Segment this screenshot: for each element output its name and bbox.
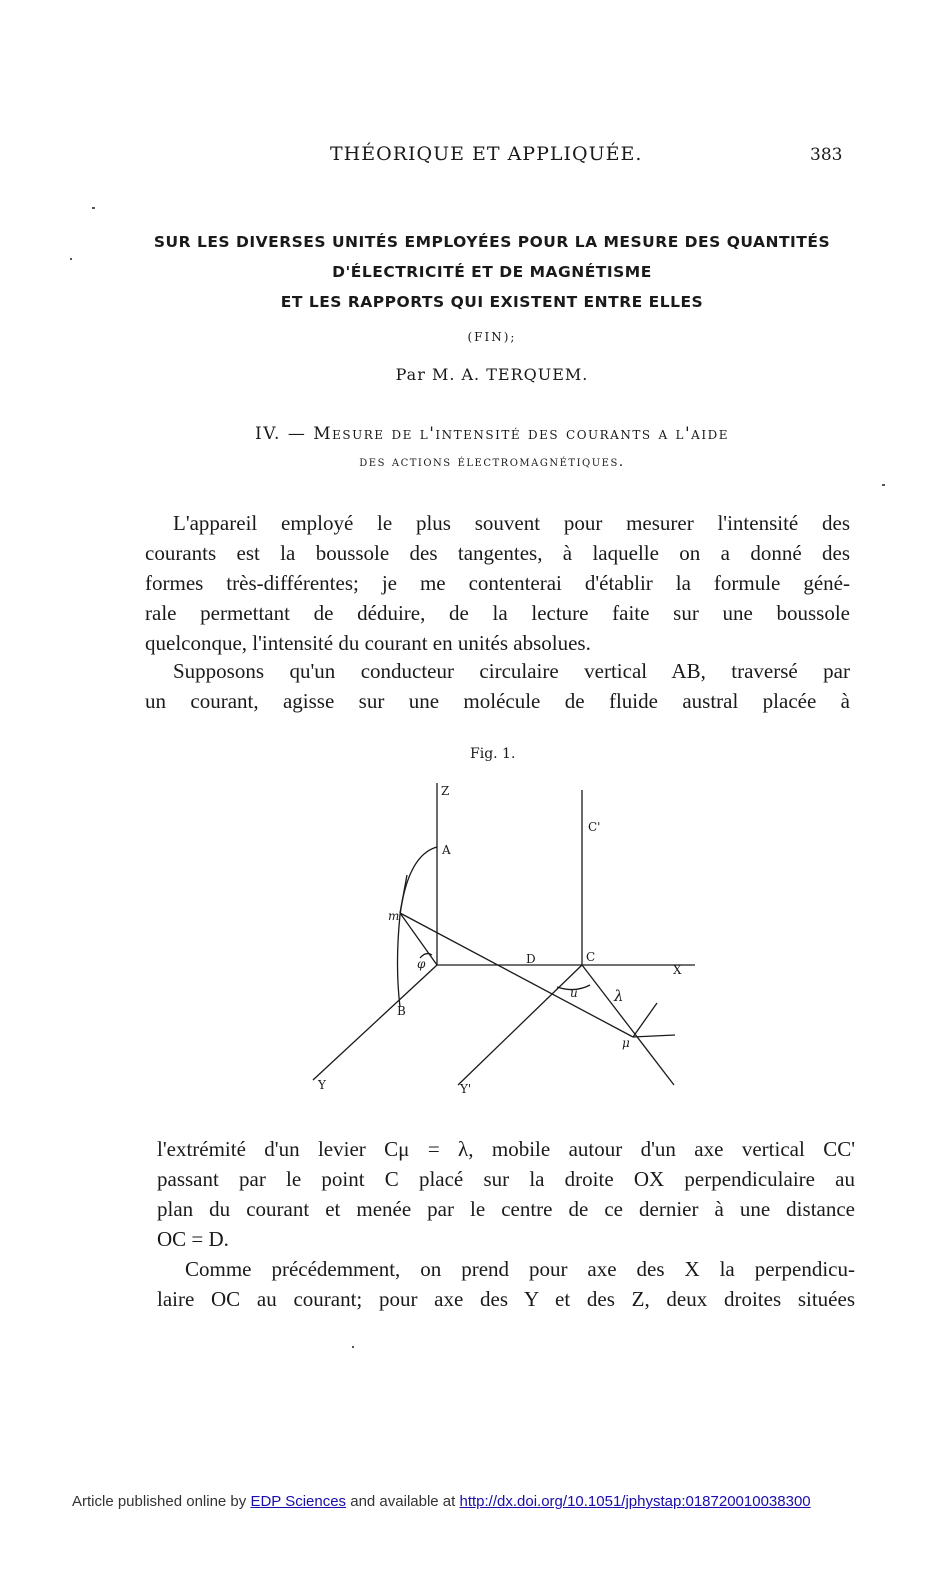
- para1-line: L'appareil employé le plus souvent pour mesurer l'intensité des: [173, 511, 850, 535]
- publisher-link[interactable]: EDP Sciences: [250, 1493, 347, 1510]
- page-number: 383: [810, 145, 843, 165]
- para4-line: laire OC au courant; pour axe des Y et des Z, deux droites situées: [157, 1287, 855, 1311]
- paragraph-4: [157, 1254, 855, 1314]
- y-axis-line: [313, 965, 437, 1080]
- paragraph-2: [145, 656, 850, 716]
- label-u: u: [570, 986, 578, 1000]
- y-prime-axis-line: [458, 965, 582, 1085]
- para3-line: passant par le point C placé sur la droite OX perpendiculaire au: [157, 1167, 855, 1191]
- para1-line: quelconque, l'intensité du courant en unités absolues.: [145, 631, 591, 655]
- title-line-1: SUR LES DIVERSES UNITÉS EMPLOYÉES POUR LA MESURE DES QUANTITÉS: [153, 233, 831, 251]
- para3-line: l'extrémité d'un levier Cμ = λ, mobile autour d'un axe vertical CC': [157, 1137, 855, 1161]
- force-arrow-mu-right: [633, 1035, 675, 1037]
- para3-line: plan du courant et menée par le centre de ce dernier à une distance: [157, 1197, 855, 1221]
- label-y-prime: Y': [460, 1082, 472, 1096]
- label-b: B: [397, 1004, 406, 1018]
- section-heading-line-1: IV. — Mesure de l'intensité des courants a l'aide: [255, 424, 729, 444]
- title-line-2: D'ÉLECTRICITÉ ET DE MAGNÉTISME: [332, 263, 652, 281]
- author-line: Par M. A. TERQUEM.: [395, 365, 589, 384]
- figure-1-diagram: [300, 775, 700, 1105]
- label-a: A: [442, 843, 451, 857]
- label-m: m: [388, 909, 400, 923]
- label-y: Y: [318, 1078, 326, 1092]
- scan-speck: [92, 207, 95, 209]
- footer-citation: [72, 1493, 811, 1510]
- label-lambda: λ: [614, 987, 624, 1005]
- fin-note: (FIN);: [467, 330, 517, 344]
- title-line-3: ET LES RAPPORTS QUI EXISTENT ENTRE ELLES: [280, 293, 704, 311]
- paragraph-3: [157, 1134, 855, 1254]
- footer-middle: and available at: [350, 1493, 456, 1510]
- scan-speck: [352, 1346, 354, 1348]
- scan-speck: [882, 484, 885, 486]
- label-phi: φ: [417, 957, 426, 971]
- label-mu: μ: [622, 1036, 630, 1050]
- label-d: D: [526, 952, 536, 966]
- label-z: Z: [441, 784, 450, 798]
- force-arrow-mu-up: [633, 1003, 657, 1037]
- para1-line: formes très-différentes; je me contenterai d'établir la formule géné-: [145, 571, 850, 595]
- section-heading-line-2: des actions électromagnétiques.: [359, 454, 625, 470]
- para4-line: Comme précédemment, on prend pour axe des X la perpendicu-: [185, 1257, 855, 1281]
- doi-link[interactable]: http://dx.doi.org/10.1051/jphystap:018720010038300: [459, 1493, 811, 1510]
- label-x: X: [673, 963, 682, 977]
- para1-line: courants est la boussole des tangentes, à laquelle on a donné des: [145, 541, 850, 565]
- para2-line: un courant, agisse sur une molécule de fluide austral placée à: [145, 689, 850, 713]
- m-to-mu-line: [400, 913, 633, 1037]
- figure-caption: Fig. 1.: [470, 746, 516, 762]
- scan-speck: [70, 258, 72, 260]
- paragraph-1: [145, 508, 850, 658]
- footer-prefix: Article published online by: [72, 1493, 247, 1510]
- c-to-mu-line: [582, 965, 674, 1085]
- running-title: THÉORIQUE ET APPLIQUÉE.: [330, 143, 643, 165]
- para3-line: OC = D.: [157, 1227, 229, 1251]
- label-c: C: [586, 950, 596, 964]
- para2-line: Supposons qu'un conducteur circulaire vertical AB, traversé par: [173, 659, 850, 683]
- label-c-prime: C': [588, 820, 601, 834]
- para1-line: rale permettant de déduire, de la lecture faite sur une boussole: [145, 601, 850, 625]
- force-arrow-m: [400, 875, 407, 913]
